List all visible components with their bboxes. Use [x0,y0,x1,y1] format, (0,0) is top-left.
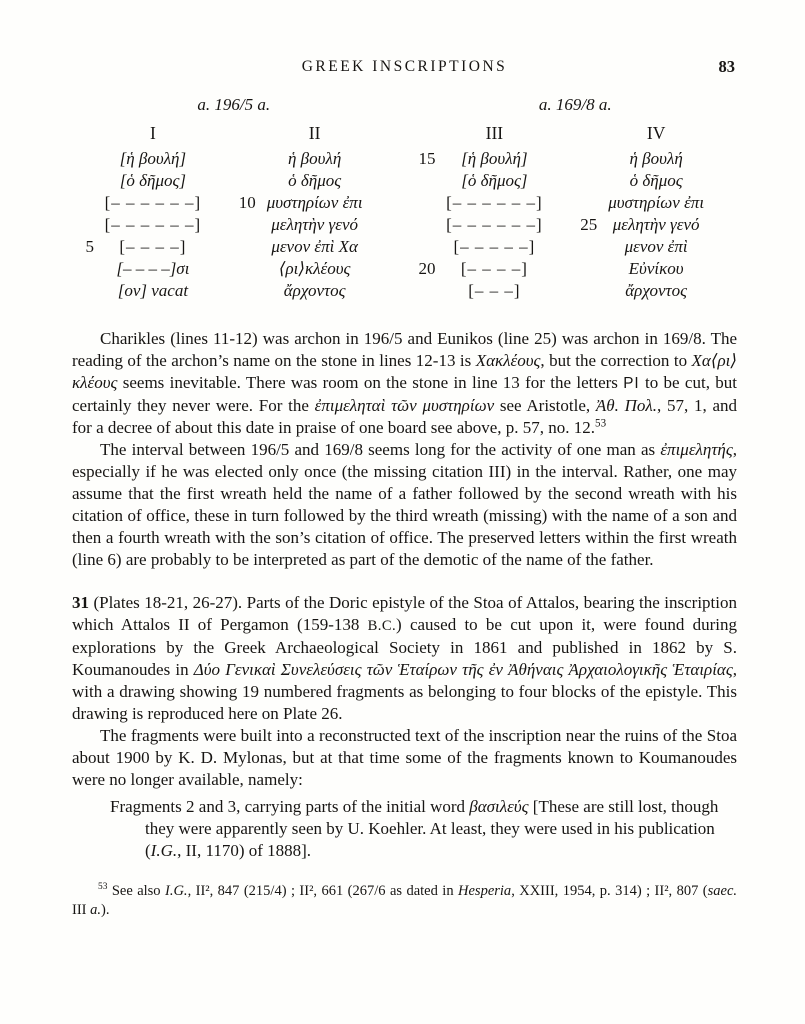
paragraph-interval: The interval between 196/5 and 169/8 seems long for the activity of one man as ἐπιμελητής, especially if he was elected only once (the missing citation III) in the interval. Rather, one may assume that the first wreath held the name of a father followed by the second wreath with his citation of office, these in turn followed by the third wreath (missing) with the name of a son and then a fourth wreath with the son’s citation of office. The preserved letters within the first wreath (line 6) are probably to be interpreted as part of the demotic of the name of the father. [72,440,737,569]
inscription-row [414,236,576,258]
inscription-row [575,214,737,236]
inscription-left-half [72,94,396,302]
body-text [72,328,737,920]
inscription-line: [ἡ βουλή] [119,149,187,168]
inscription-row [72,170,234,192]
inscription-line: μενον ἐπὶ [624,237,688,256]
column-numeral: II [308,123,321,143]
line-number: 5 [85,237,94,256]
inscription-line: [– – – – – –] [104,215,202,234]
fragment-note: Fragments 2 and 3, carrying parts of the initial word βασιλεύς [These are still lost, though they were apparently seen by U. Koehler. At least, they were used in his publication (I.G., II, 1170) of 1888]. [110,797,719,860]
inscription-row [575,170,737,192]
inscription-column-1 [72,122,234,302]
inscription-row [234,214,396,236]
inscription-line: [– – – –] [119,237,187,256]
inscription-row [414,148,576,170]
page-number: 83 [718,57,735,76]
inscription-line: ὁ δῆμος [288,171,342,190]
column-numeral: I [149,123,156,143]
inscription-row [72,148,234,170]
inscription-line: ἄρχοντος [625,281,687,300]
line-number: 25 [580,215,598,234]
inscription-row [72,236,234,258]
paragraph-archons: Charikles (lines 11-12) was archon in 196/5 and Eunikos (line 25) was archon in 169/8. The reading of the archon’s name on the stone in lines 12-13 is Χακλέους, but the correction to Χα⟨ρι⟩κλέους seems inevitable. There was room on the stone in line 13 for the letters ΡΙ to be cut, but certainly they never were. For the ἐπιμεληταὶ τῶν μυστηρίων see Aristotle, Ἀθ. Πολ., 57, 1, and for a decree of about this date in praise of one board see above, p. 57, no. 12.53 [72,329,738,437]
paragraph-fragments-built: The fragments were built into a reconstructed text of the inscription near the ruins of the Stoa about 1900 by K. D. Mylonas, but at that time some of the fragments known to Koumanoudes were no longer available, namely: [72,726,737,789]
line-number: 15 [418,149,436,168]
inscription-line: ἄρχοντος [283,281,346,300]
date-right: a. 169/8 a. [538,95,612,114]
inscription-line: [– – –] [468,281,521,300]
date-left: a. 196/5 a. [197,95,271,114]
inscription-right-half [414,94,738,302]
inscription-row [575,280,737,302]
inscription-row [234,192,396,214]
inscription-line: ⟨ρι⟩κλέους [278,259,351,278]
inscription-line: [ον] vacat [117,281,189,300]
paragraph-item-31: 31 (Plates 18-21, 26-27). Parts of the Doric epistyle of the Stoa of Attalos, bearing the inscription which Attalos II of Pergamon (159-138 B.C.) caused to be cut upon it, were found during explorations by the Greek Archaeological Society in 1861 and published in 1862 by S. Koumanoudes in Δύο Γενικαὶ Συνελεύσεις τῶν Ἑταίρων τῆς ἐν Ἀθήναις Ἀρχαιολογικῆς Ἑταιρίας, with a drawing showing 19 numbered fragments as belonging to four blocks of the epistyle. This drawing is reproduced here on Plate 26. [72,593,738,723]
inscription-line: [– – – – –] [453,237,536,256]
inscription-row [414,280,576,302]
inscription-line: [– – – – – –] [104,193,202,212]
inscription-row [72,214,234,236]
inscription-row [575,192,737,214]
inscription-column-3 [414,122,576,302]
inscription-column-2 [234,122,396,302]
inscription-line: ἡ βουλή [629,149,683,168]
inscription-line: μυστηρίων ἐπι [266,193,363,212]
footnote-53: $^{53}$ See also I.G., II², 847 (215/4) ; II², 661 (267/6 as dated in Hesperia, XXIII, 1954, p. 314) ; II², 807 (saec. III a.). [72,882,738,918]
line-number: 20 [418,259,436,278]
column-numeral: IV [646,123,666,143]
inscription-row [72,192,234,214]
inscription-line: μελητὴν γενό [271,215,359,234]
inscription-row [234,170,396,192]
inscription-row [414,214,576,236]
inscription-row [234,280,396,302]
inscription-line: [– – – –]σι [116,259,190,278]
inscription-table [72,94,737,302]
column-numeral: III [485,123,504,143]
inscription-line: ἡ βουλή [288,149,342,168]
inscription-line: [– – – – – –] [446,215,543,234]
inscription-row [414,192,576,214]
inscription-line: μυστηρίων ἐπι [608,193,705,212]
inscription-line: [ὁ δῆμος] [119,171,186,190]
inscription-row [72,280,234,302]
inscription-row [234,148,396,170]
inscription-line: Εὐνίκου [628,259,684,278]
inscription-line: μελητὴν γενό [612,215,700,234]
inscription-row [575,236,737,258]
inscription-row [414,258,576,280]
inscription-column-4 [575,122,737,302]
inscription-line: [– – – –] [460,259,528,278]
inscription-row [234,236,396,258]
inscription-line: [– – – – – –] [446,193,543,212]
inscription-row [575,148,737,170]
inscription-row [72,258,234,280]
inscription-line: μενον ἐπὶ Χα [271,237,358,256]
page-header [72,56,737,78]
inscription-row [414,170,576,192]
line-number: 10 [238,193,256,212]
inscription-line: ὁ δῆμος [629,171,683,190]
inscription-line: [ὁ δῆμος] [461,171,528,190]
inscription-line: [ἡ βουλή] [461,149,528,168]
running-title: GREEK INSCRIPTIONS [301,58,508,75]
inscription-row [575,258,737,280]
inscription-row [234,258,396,280]
